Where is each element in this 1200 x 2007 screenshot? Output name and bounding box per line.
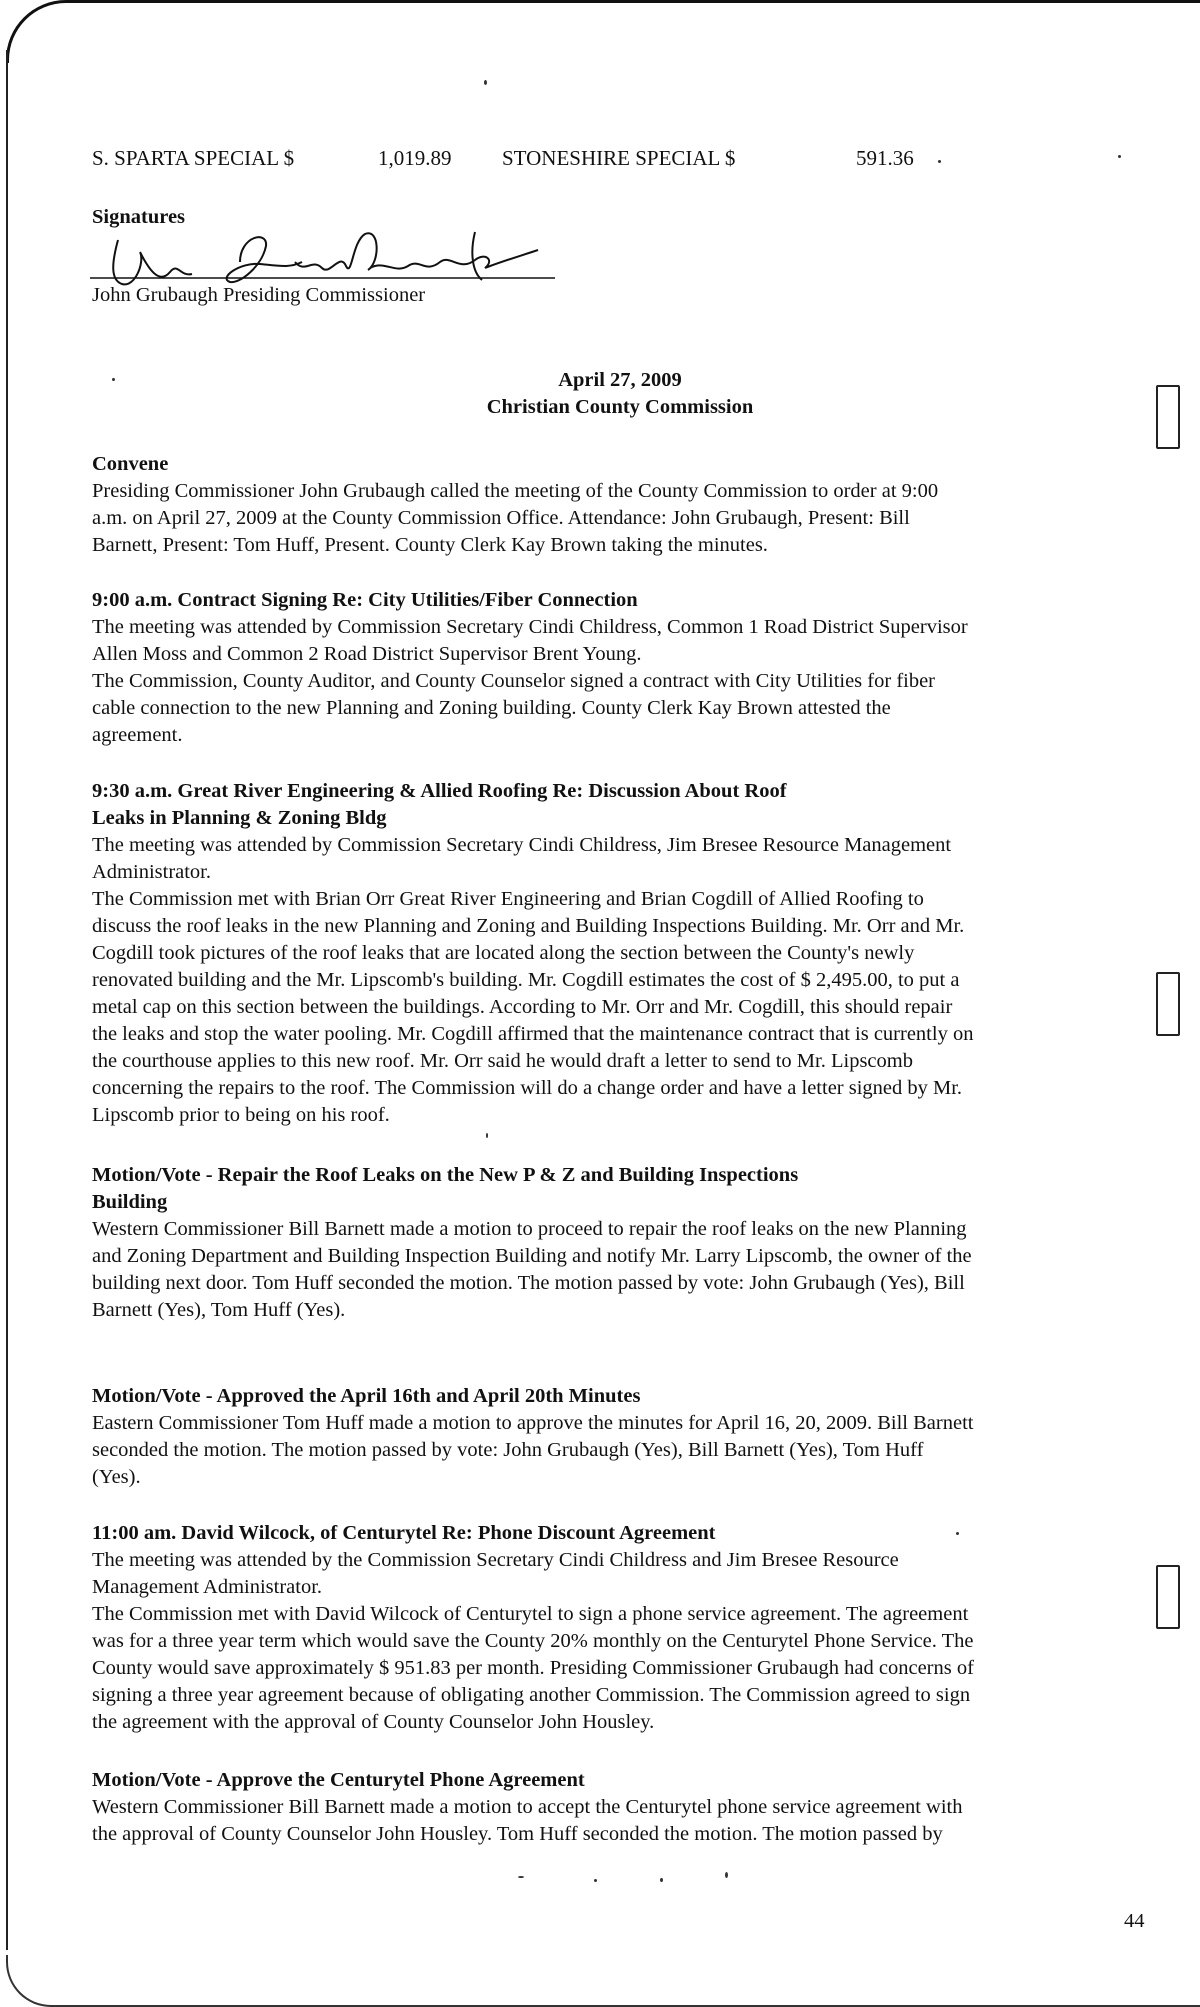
section-body-line: signing a three year agreement because of obligating another Commission. The Commission agreed to sign	[92, 1684, 971, 1706]
section-body-line: The meeting was attended by Commission Secretary Cindi Childress, Common 1 Road District Supervisor	[92, 616, 968, 638]
scan-speck	[1118, 155, 1121, 158]
section-body-line: Barnett, Present: Tom Huff, Present. County Clerk Kay Brown taking the minutes.	[92, 534, 768, 556]
signature-block	[90, 222, 560, 312]
section-body-line: the courthouse applies to this new roof. Mr. Orr said he would draft a letter to send to Mr. Lipscomb	[92, 1050, 913, 1072]
section-body-line: Management Administrator.	[92, 1576, 323, 1598]
section-body-line: building next door. Tom Huff seconded the motion. The motion passed by vote: John Grubaugh (Yes), Bill	[92, 1272, 965, 1294]
section-heading: 9:30 a.m. Great River Engineering & Allied Roofing Re: Discussion About Roof	[92, 780, 787, 802]
signatures-heading: Signatures	[92, 206, 186, 228]
section-body-line: renovated building and the Mr. Lipscomb's building. Mr. Cogdill estimates the cost of $ 2,495.00, to put a	[92, 969, 960, 991]
section-body-line: The meeting was attended by the Commission Secretary Cindi Childress and Jim Bresee Resource	[92, 1549, 899, 1571]
section-body-line: the approval of County Counselor John Housley. Tom Huff seconded the motion. The motion passed by	[92, 1823, 943, 1845]
scan-speck	[518, 1876, 524, 1878]
sparta-amount: 1,019.89	[378, 146, 452, 170]
stoneshire-amount: 591.36	[856, 146, 914, 170]
section-heading: Leaks in Planning & Zoning Bldg	[92, 807, 387, 829]
section-body-line: concerning the repairs to the roof. The Commission will do a change order and have a letter signed by Mr.	[92, 1077, 963, 1099]
page-number: 44	[1124, 1910, 1145, 1932]
scan-border-left	[6, 50, 8, 1950]
section-body-line: the agreement with the approval of County Counselor John Housley.	[92, 1711, 655, 1733]
section-body-line: Barnett (Yes), Tom Huff (Yes).	[92, 1299, 346, 1321]
stoneshire-label: STONESHIRE SPECIAL $	[502, 146, 736, 170]
section-body-line: Presiding Commissioner John Grubaugh called the meeting of the County Commission to order at 9:00	[92, 480, 939, 502]
section-body-line: Allen Moss and Common 2 Road District Supervisor Brent Young.	[92, 643, 642, 665]
scan-border-top	[6, 0, 1200, 63]
signature-caption: John Grubaugh Presiding Commissioner	[92, 284, 426, 306]
scan-speck	[956, 1532, 959, 1535]
section-heading: 9:00 a.m. Contract Signing Re: City Utilities/Fiber Connection	[92, 589, 638, 611]
margin-checkbox[interactable]	[1156, 385, 1180, 449]
scan-border-bottom	[6, 1955, 1200, 2007]
section-body-line: was for a three year term which would save the County 20% monthly on the Centurytel Phone Service. The	[92, 1630, 974, 1652]
section-body-line: Cogdill took pictures of the roof leaks that are located along the section between the County's newly	[92, 942, 915, 964]
section-body-line: Western Commissioner Bill Barnett made a motion to accept the Centurytel phone service agreement with	[92, 1796, 963, 1818]
scan-speck	[594, 1879, 597, 1882]
handwritten-signature	[90, 222, 560, 292]
section-body-line: (Yes).	[92, 1466, 141, 1488]
scan-speck	[112, 378, 115, 381]
section-body-line: The Commission, County Auditor, and County Counselor signed a contract with City Utilities for fiber	[92, 670, 936, 692]
section-heading: Motion/Vote - Repair the Roof Leaks on the New P & Z and Building Inspections	[92, 1164, 799, 1186]
section-body-line: discuss the roof leaks in the new Planning and Zoning and Building Inspections Building. Mr. Orr and Mr.	[92, 915, 965, 937]
section-body-line: metal cap on this section between the buildings. According to Mr. Orr and Mr. Cogdill, this should repair	[92, 996, 953, 1018]
section-body-line: County would save approximately $ 951.83 per month. Presiding Commissioner Grubaugh had concerns of	[92, 1657, 974, 1679]
section-heading: Motion/Vote - Approved the April 16th and April 20th Minutes	[92, 1385, 641, 1407]
margin-checkbox[interactable]	[1156, 972, 1180, 1036]
section-body-line: Western Commissioner Bill Barnett made a motion to proceed to repair the roof leaks on the new Planning	[92, 1218, 967, 1240]
section-body-line: and Zoning Department and Building Inspection Building and notify Mr. Larry Lipscomb, the owner of the	[92, 1245, 972, 1267]
meeting-date: April 27, 2009	[558, 369, 682, 391]
section-body-line: a.m. on April 27, 2009 at the County Commission Office. Attendance: John Grubaugh, Present: Bill	[92, 507, 910, 529]
section-heading: Motion/Vote - Approve the Centurytel Phone Agreement	[92, 1769, 585, 1791]
section-heading: Convene	[92, 453, 169, 475]
scan-speck	[660, 1878, 663, 1882]
section-body-line: seconded the motion. The motion passed by vote: John Grubaugh (Yes), Bill Barnett (Yes), Tom Huff	[92, 1439, 924, 1461]
section-heading: 11:00 am. David Wilcock, of Centurytel Re: Phone Discount Agreement	[92, 1522, 716, 1544]
section-body-line: Eastern Commissioner Tom Huff made a motion to approve the minutes for April 16, 20, 2009. Bill Barnett	[92, 1412, 974, 1434]
sparta-label: S. SPARTA SPECIAL $	[92, 146, 295, 170]
section-body-line: cable connection to the new Planning and Zoning building. County Clerk Kay Brown attested the	[92, 697, 891, 719]
section-body-line: The Commission met with David Wilcock of Centurytel to sign a phone service agreement. The agreement	[92, 1603, 969, 1625]
section-body-line: The meeting was attended by Commission Secretary Cindi Childress, Jim Bresee Resource Management	[92, 834, 952, 856]
scan-speck	[938, 160, 941, 163]
margin-checkbox[interactable]	[1156, 1565, 1180, 1629]
section-body-line: the leaks and stop the water pooling. Mr. Cogdill affirmed that the maintenance contract that is currently on	[92, 1023, 974, 1045]
section-body-line: The Commission met with Brian Orr Great River Engineering and Brian Cogdill of Allied Roofing to	[92, 888, 924, 910]
scan-speck	[725, 1872, 728, 1878]
section-body-line: Administrator.	[92, 861, 212, 883]
scan-speck	[486, 1133, 488, 1138]
meeting-body: Christian County Commission	[486, 396, 754, 418]
section-body-line: agreement.	[92, 724, 183, 746]
section-body-line: Lipscomb prior to being on his roof.	[92, 1104, 390, 1126]
section-heading: Building	[92, 1191, 168, 1213]
scan-speck	[484, 80, 487, 85]
